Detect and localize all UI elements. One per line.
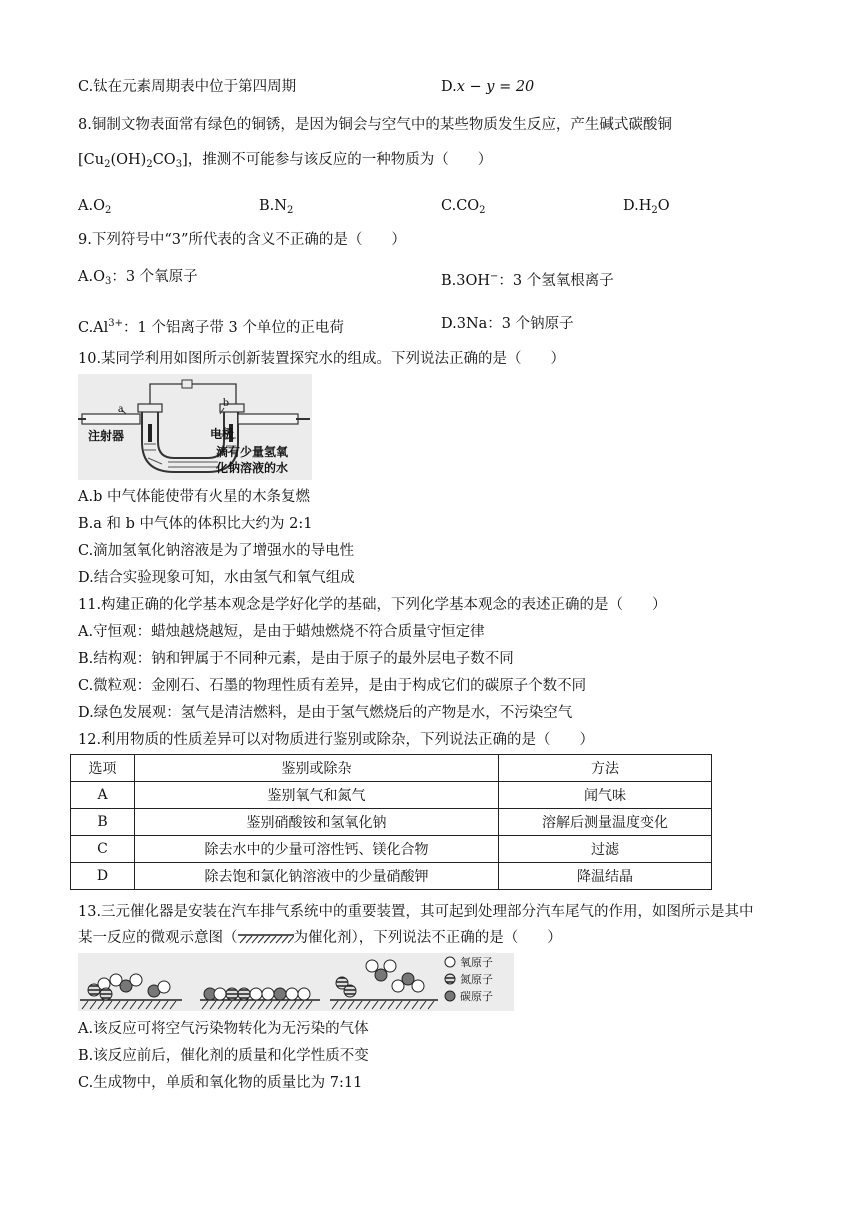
cell-item: 鉴别硝酸铵和氢氧化钠 bbox=[135, 809, 499, 836]
q11-option-d: D.绿色发展观：氢气是清洁燃料，是由于氢气燃烧后的产物是水，不污染空气 bbox=[78, 705, 573, 721]
table-row bbox=[71, 836, 712, 863]
table-row bbox=[71, 809, 712, 836]
catalyst-symbol-icon bbox=[238, 932, 294, 944]
cell-option: C bbox=[71, 836, 135, 863]
cell-method: 过滤 bbox=[499, 836, 712, 863]
q8-option-b: $B.N_2$ bbox=[259, 198, 294, 216]
cell-item: 除去饱和氯化钠溶液中的少量硝酸钾 bbox=[135, 863, 499, 890]
legend-oxygen: 氧原子 bbox=[460, 956, 493, 969]
q8-stem-line1: 8.铜制文物表面常有绿色的铜锈，是因为铜会与空气中的某些物质发生反应，产生碱式碳酸铜 bbox=[78, 117, 672, 133]
q13-stem-line1: 13.三元催化器是安装在汽车排气系统中的重要装置，其可起到处理部分汽车尾气的作用，如图所示是其中 bbox=[78, 904, 754, 920]
carbon-atom-icon bbox=[445, 991, 455, 1001]
cell-method: 闻气味 bbox=[499, 782, 712, 809]
header-method: 方法 bbox=[499, 755, 712, 782]
q13-option-b: B.该反应前后，催化剂的质量和化学性质不变 bbox=[78, 1048, 369, 1064]
cell-item: 除去水中的少量可溶性钙、镁化合物 bbox=[135, 836, 499, 863]
q7-option-d-letter: D. bbox=[441, 79, 457, 95]
legend-nitrogen: 氮原子 bbox=[460, 973, 493, 986]
q12-table bbox=[70, 754, 712, 890]
cell-option: A bbox=[71, 782, 135, 809]
q8-stem-line2 bbox=[78, 150, 492, 175]
table-header-row bbox=[71, 755, 712, 782]
cell-option: B bbox=[71, 809, 135, 836]
cell-item: 鉴别氧气和氮气 bbox=[135, 782, 499, 809]
electrolysis-apparatus-figure bbox=[78, 374, 312, 480]
q13-stem-line2: 某一反应的微观示意图（ 为催化剂），下列说法不正确的是（ ） bbox=[78, 930, 562, 946]
label-b: b bbox=[223, 395, 229, 409]
q8-stem-tail: ，推测不可能参与该反应的一种物质为（ ） bbox=[187, 152, 493, 168]
q11-option-c: C.微粒观：金刚石、石墨的物理性质有差异，是由于构成它们的碳原子个数不同 bbox=[78, 678, 587, 694]
oxygen-atom-icon bbox=[445, 957, 455, 967]
q10-option-b: B.a 和 b 中气体的体积比大约为 2:1 bbox=[78, 516, 313, 532]
label-electrode: 电极 bbox=[210, 427, 235, 441]
nitrogen-atom-icon bbox=[445, 974, 455, 984]
q9-option-a: $A.O_3$：3 个氧原子 bbox=[78, 269, 198, 287]
q13-option-a: A.该反应可将空气污染物转化为无污染的气体 bbox=[78, 1021, 369, 1037]
legend-carbon: 碳原子 bbox=[460, 990, 493, 1003]
q11-option-a: A.守恒观：蜡烛越烧越短，是由于蜡烛燃烧不符合质量守恒定律 bbox=[78, 624, 485, 640]
label-solution-line1: 滴有少量氢氧 bbox=[216, 445, 289, 459]
header-item: 鉴别或除杂 bbox=[135, 755, 499, 782]
q7-option-d bbox=[441, 77, 534, 97]
q10-option-a: A.b 中气体能使带有火星的木条复燃 bbox=[78, 489, 310, 505]
label-syringe: 注射器 bbox=[88, 429, 125, 443]
q13-option-c: C.生成物中，单质和氧化物的质量比为 7:11 bbox=[78, 1075, 363, 1091]
q12-stem: 12.利用物质的性质差异可以对物质进行鉴别或除杂，下列说法正确的是（ ） bbox=[78, 732, 595, 748]
q7-option-c: C.钛在元素周期表中位于第四周期 bbox=[78, 79, 297, 95]
q10-option-c: C.滴加氢氧化钠溶液是为了增强水的导电性 bbox=[78, 543, 355, 559]
q9-option-b: B.3OH−：3 个氢氧根离子 bbox=[441, 271, 614, 289]
cell-method: 降温结晶 bbox=[499, 863, 712, 890]
cell-option: D bbox=[71, 863, 135, 890]
q8-formula: $[Cu_2(OH)_2CO_3]$ bbox=[78, 152, 188, 170]
q8-option-a: $A.O_2$ bbox=[78, 198, 112, 216]
q11-stem: 11.构建正确的化学基本观念是学好化学的基础，下列化学基本观念的表述正确的是（ ） bbox=[78, 597, 667, 613]
q7-option-d-expression: x − y = 20 bbox=[456, 79, 535, 95]
q11-option-b: B.结构观：钠和钾属于不同种元素，是由于原子的最外层电子数不同 bbox=[78, 651, 514, 667]
table-row bbox=[71, 782, 712, 809]
header-option: 选项 bbox=[71, 755, 135, 782]
q8-option-d: $D.H_2O$ bbox=[623, 198, 670, 216]
cell-method: 溶解后测量温度变化 bbox=[499, 809, 712, 836]
q9-option-d: D.3Na：3 个钠原子 bbox=[441, 316, 574, 332]
label-solution-line2: 化钠溶液的水 bbox=[216, 461, 289, 475]
q9-stem: 9.下列符号中“3”所代表的含义不正确的是（ ） bbox=[78, 232, 406, 248]
q8-option-c: $C.CO_2$ bbox=[441, 198, 486, 216]
catalyst-reaction-figure bbox=[78, 953, 514, 1011]
q10-option-d: D.结合实验现象可知，水由氢气和氧气组成 bbox=[78, 570, 355, 586]
table-row bbox=[71, 863, 712, 890]
q9-option-c: $C.Al^{3+}$：1 个铝离子带 3 个单位的正电荷 bbox=[78, 318, 344, 336]
label-a: a bbox=[118, 401, 124, 415]
q10-stem: 10.某同学利用如图所示创新装置探究水的组成。下列说法正确的是（ ） bbox=[78, 351, 566, 367]
